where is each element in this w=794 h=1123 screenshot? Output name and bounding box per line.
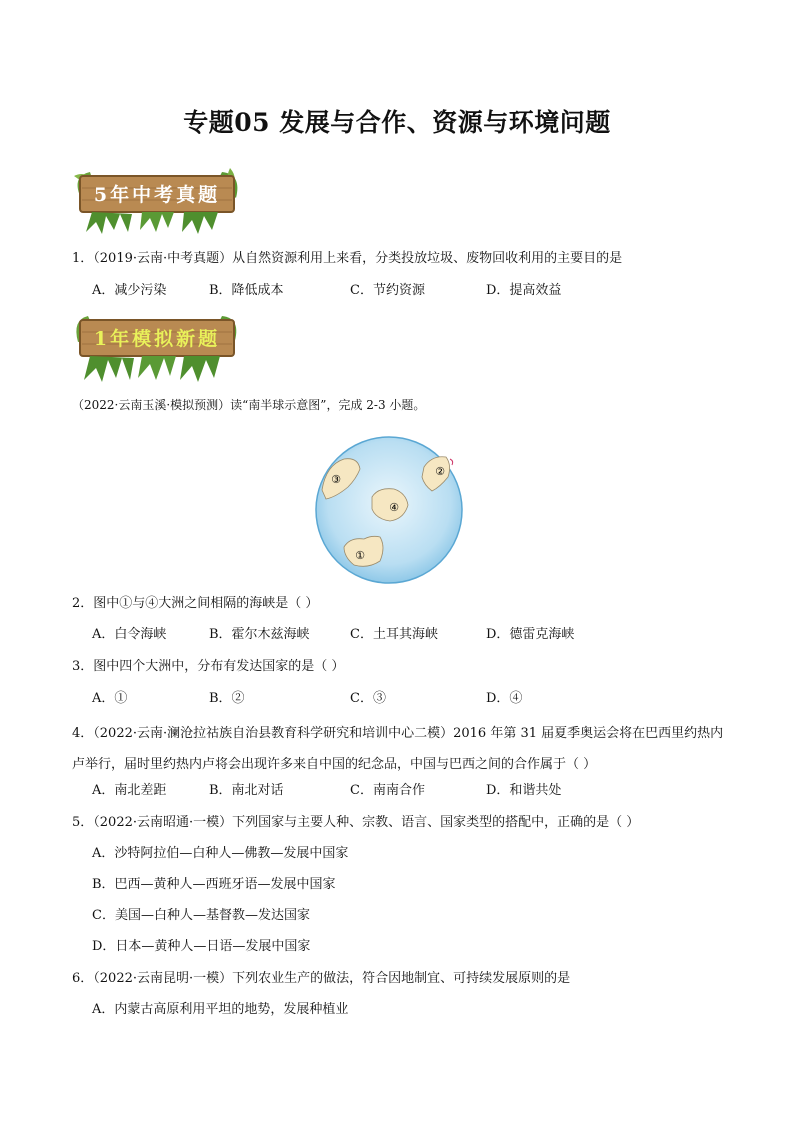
map-label-2: ②: [435, 465, 445, 478]
question-4-options: [92, 782, 561, 800]
option[interactable]: A．减少污染: [92, 283, 167, 298]
option[interactable]: A．白令海峡: [92, 627, 167, 642]
southern-hemisphere-map: [314, 435, 464, 585]
option[interactable]: D．和谐共处: [486, 783, 562, 798]
option[interactable]: C．节约资源: [350, 283, 425, 298]
option[interactable]: D．日本—黄种人—日语—发展中国家: [92, 939, 311, 954]
question-5-stem: 5．（2022·云南昭通·一模）下列国家与主要人种、宗教、语言、国家类型的搭配中，正确的是（ ）: [72, 815, 640, 830]
option[interactable]: B．南北对话: [209, 783, 284, 798]
question-2-stem: 2．图中①与④大洲之间相隔的海峡是（ ）: [72, 596, 319, 611]
question-2-options: [92, 626, 574, 644]
option[interactable]: B．②: [209, 691, 245, 706]
option[interactable]: C．③: [350, 691, 386, 706]
option[interactable]: C．美国—白种人—基督教—发达国家: [92, 908, 310, 923]
option[interactable]: B．霍尔木兹海峡: [209, 627, 310, 642]
option[interactable]: A．沙特阿拉伯—白种人—佛教—发展中国家: [92, 846, 349, 861]
map-label-4: ④: [389, 501, 399, 514]
question-6-stem: 6．（2022·云南昆明·一模）下列农业生产的做法，符合因地制宜、可持续发展原则的是: [72, 971, 571, 986]
question-group-intro: （2022·云南玉溪·模拟预测）读“南半球示意图”，完成 2-3 小题。: [72, 398, 426, 412]
option[interactable]: C．土耳其海峡: [350, 627, 438, 642]
question-1-stem: 1．（2019·云南·中考真题）从自然资源利用上来看，分类投放垃圾、废物回收利用的主要目的是: [72, 251, 623, 266]
question-4-stem: 4．（2022·云南·澜沧拉祜族自治县教育科学研究和培训中心二模）2016 年第 31 届夏季奥运会将在巴西里约热内卢举行，届时里约热内卢将会出现许多来自中国的纪念品，中国与巴西之间的合作属于（ ）: [72, 726, 724, 772]
option[interactable]: D．④: [486, 691, 523, 706]
page-title: 专题05 发展与合作、资源与环境问题: [183, 108, 611, 137]
option[interactable]: B．降低成本: [209, 283, 284, 298]
section-banner-mock: [72, 308, 242, 378]
option[interactable]: C．南南合作: [350, 783, 425, 798]
section-banner-label: 5年中考真题: [93, 184, 221, 206]
question-1-options: [92, 282, 561, 300]
section-banner-exam: [72, 166, 242, 236]
option[interactable]: D．德雷克海峡: [486, 627, 575, 642]
map-label-1: ①: [355, 549, 365, 562]
question-3-stem: 3．图中四个大洲中，分布有发达国家的是（ ）: [72, 659, 345, 674]
option[interactable]: A．南北差距: [92, 783, 167, 798]
option[interactable]: B．巴西—黄种人—西班牙语—发展中国家: [92, 877, 336, 892]
option[interactable]: A．①: [92, 691, 128, 706]
question-3-options: [92, 690, 522, 708]
option[interactable]: A．内蒙古高原利用平坦的地势，发展种植业: [92, 1002, 349, 1017]
map-label-3: ③: [331, 473, 341, 486]
section-banner-label: 1年模拟新题: [93, 328, 221, 350]
option[interactable]: D．提高效益: [486, 283, 562, 298]
